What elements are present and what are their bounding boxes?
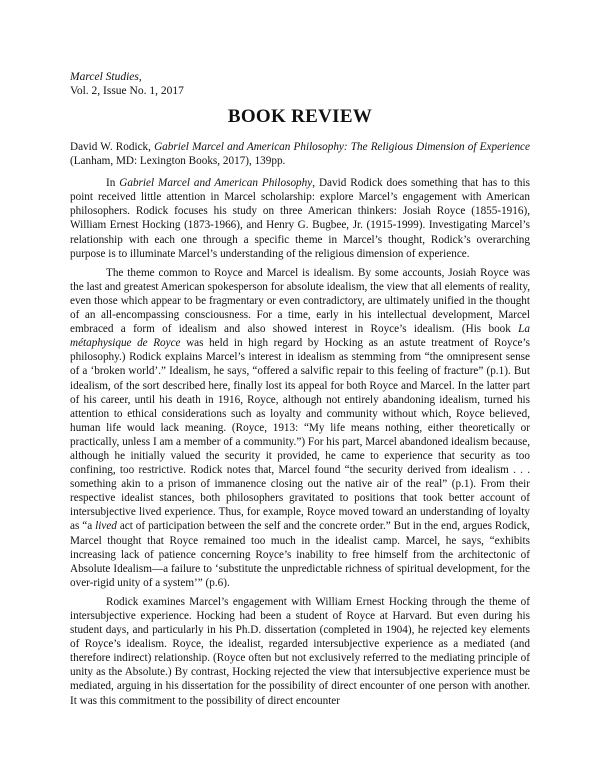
page-title: BOOK REVIEW [227,106,373,127]
citation-author: David W. Rodick, [70,141,151,153]
paragraph-1-text-a: In [106,177,120,190]
paragraph-2-emphasis: lived [95,520,117,533]
journal-name: Marcel Studies, [70,71,142,83]
paragraph-2 [70,266,530,590]
paragraph-3: Rodick examines Marcel’s engagement with William Ernest Hocking through the theme of intersubjective experience. Hocking had been a student of Royce at Harvard. But even during his student days, and particularly in his Ph.D. dissertation (completed in 1904), he rejected key elements of Royce’s idealism. Royce, the idealist, regarded intersubjective experience as a mediated (and therefore indirect) relationship. (Royce often but not exclusively referred to the mediating principle of unity as the Absolute.) By contrast, Hocking rejected the view that intersubjective experience must be mediated, arguing in his dissertation for the possibility of direct encounter of one person with another. It was this commitment to the possibility of direct encounter [70,595,530,707]
journal-header [70,70,184,98]
citation-publication: (Lanham, MD: Lexington Books, 2017), 139pp. [70,155,286,168]
paragraph-1-text-b: , David Rodick does something that has to this point received little attention in Marcel scholarship: explore Marcel’s engagement with American philosophers. Rodick focuses his study on three American thinkers: Josiah Royce (1855-1916), William Ernest Hocking (1873-1966), and Henry G. Bugbee, Jr. (1915-1999). Investigating Marcel’s relationship with each one through a specific theme in Marcel’s thought, Rodick’s overarching purpose is to illuminate Marcel’s understanding of the religious dimension of experience. [70,177,530,260]
journal-issue: Vol. 2, Issue No. 1, 2017 [70,85,184,97]
citation-book-title: Gabriel Marcel and American Philosophy: The Religious Dimension of Experience [154,141,530,153]
paragraph-1-book-title: Gabriel Marcel and American Philosophy [119,177,313,190]
paragraph-1 [70,176,530,261]
paragraph-2-text-b: was held in high regard by Hocking as an astute treatment of Royce’s philosophy.) Rodick explains Marcel’s interest in idealism as stemming from “the omnipresent sense of a ‘broken world’.” Idealism, he says, “offered a salvific repair to this feeling of fracture” (p.1). But idealism, of the sort described here, finally lost its appeal for both Royce and Marcel. In the latter part of his career, until his death in 1916, Royce, although not entirely abandoning idealism, turned his attention to ethical considerations such as loyalty and community without which, Royce believed, human life would lack meaning. (Royce, 1913: “My life means nothing, either theoretically or practically, unless I am a member of a community.”) For his part, Marcel abandoned idealism because, although he initially valued the security it provided, he came to experience that security as too confining, too restrictive. Rodick notes that, Marcel found “the security derived from idealism . . . something akin to a prison of immanence closing out the native air of the real” (p.1). From their respective idealist stances, both philosophers gravitated to positions that took better account of intersubjective lived experience. Thus, for example, Royce moved toward an understanding of loyalty as “a [70,337,530,533]
paragraph-2-text-a: The theme common to Royce and Marcel is idealism. By some accounts, Josiah Royce was the last and greatest American spokesperson for absolute idealism, the view that all elements of reality, even those which appear to be fragmentary or even contradictory, are ultimately unified in the thought of an all-encompassing consciousness. For a time, early in his intellectual development, Marcel embraced a form of idealism and also showed interest in Royce’s idealism. (His book [70,266,530,336]
book-citation [70,140,530,168]
paragraph-2-book-title: La métaphysique de Royce [70,323,530,350]
review-body [70,140,530,713]
paragraph-2-text-c: act of participation between the self and the concrete order.” But in the end, argues Rodick, Marcel thought that Royce remained too much in the idealist camp. Marcel, he says, “exhibits increasing lack of patience concerning Royce’s inability to free himself from the architectonic of Absolute Idealism—a failure to ‘substitute the unpredictable richness of spiritual development, for the over-rigid unity of a system’” (p.6). [70,520,530,589]
